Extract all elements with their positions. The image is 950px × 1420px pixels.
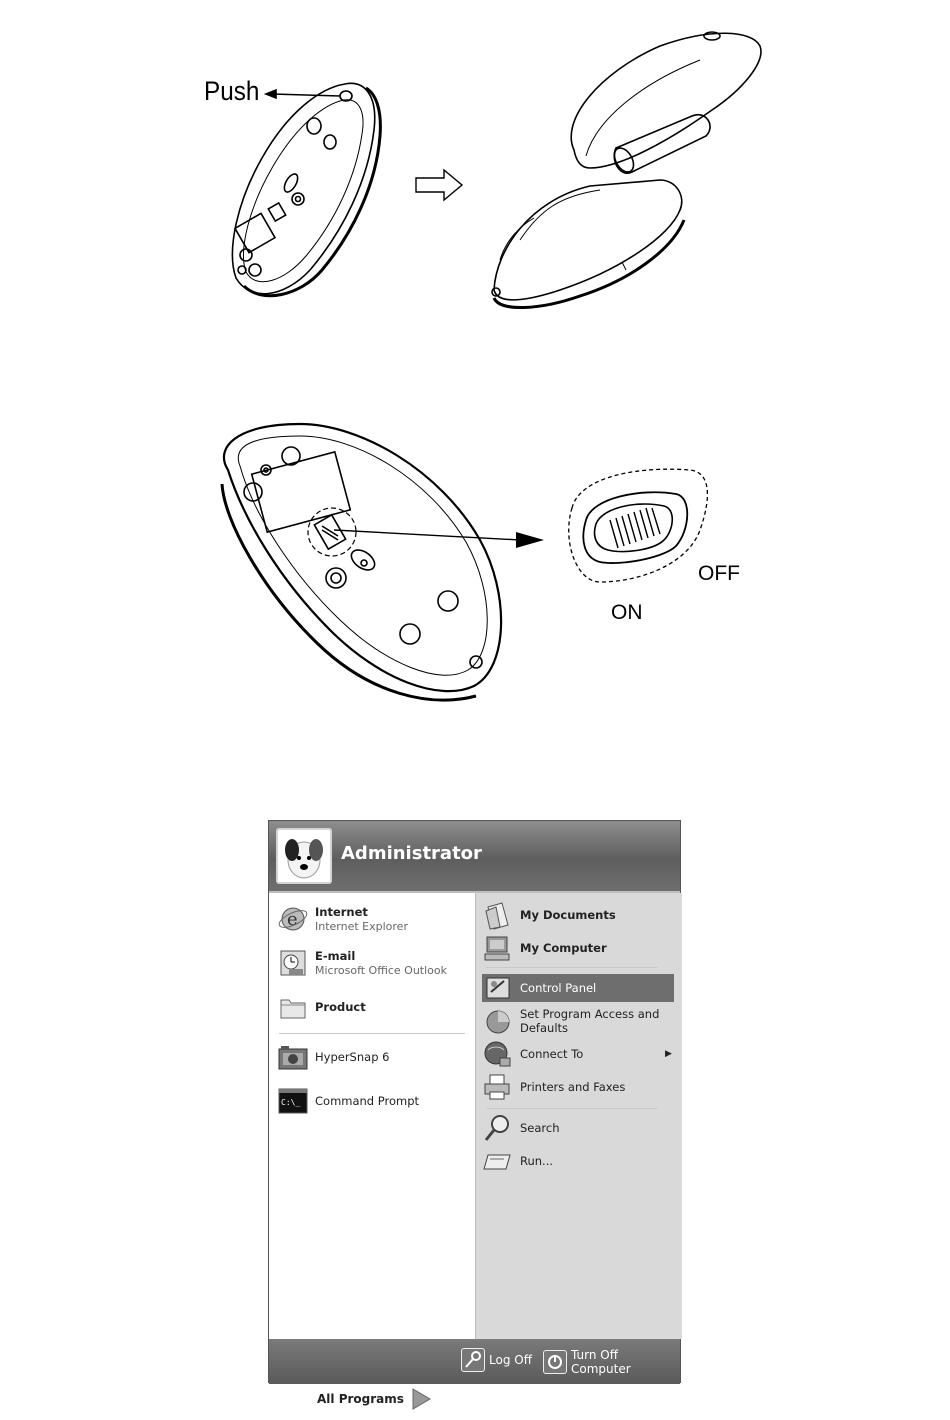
turn-off-label: Turn Off Computer	[571, 1348, 631, 1376]
outlook-icon	[277, 947, 309, 979]
control-panel-icon	[482, 972, 514, 1004]
pinned-programs-pane	[269, 893, 475, 1406]
svg-text:C:\_: C:\_	[281, 1098, 301, 1107]
all-programs-button[interactable]	[317, 1387, 432, 1411]
menu-item-search[interactable]	[482, 1112, 560, 1144]
my-computer-icon	[482, 932, 514, 964]
printer-icon	[482, 1071, 514, 1103]
power-icon	[543, 1350, 567, 1374]
on-label: ON	[611, 601, 643, 624]
menu-item-printers[interactable]	[482, 1071, 625, 1103]
menu-item-label: Control Panel	[520, 981, 597, 995]
log-off-button[interactable]	[461, 1348, 532, 1372]
command-prompt-icon	[277, 1085, 309, 1117]
menu-item-run[interactable]	[482, 1145, 553, 1177]
menu-item-title: E-mail	[315, 948, 356, 963]
menu-item-title: Internet	[315, 904, 368, 919]
menu-item-email[interactable]	[277, 947, 447, 979]
search-icon	[482, 1112, 514, 1144]
menu-item-title: Command Prompt	[315, 1094, 420, 1108]
menu-item-internet[interactable]	[277, 903, 408, 935]
program-access-icon	[482, 1005, 514, 1037]
menu-item-label: Search	[520, 1121, 560, 1135]
menu-item-label: Set Program Access and Defaults	[520, 1007, 660, 1035]
log-off-label: Log Off	[489, 1353, 532, 1367]
push-label: Push	[204, 76, 260, 106]
menu-item-command-prompt[interactable]	[277, 1085, 419, 1117]
separator	[486, 967, 658, 968]
menu-item-program-access[interactable]	[482, 1005, 670, 1037]
menu-item-label: Printers and Faxes	[520, 1080, 626, 1094]
internet-explorer-icon	[277, 903, 309, 935]
arrow-right-icon	[410, 1387, 432, 1411]
svg-text:e: e	[287, 909, 298, 930]
off-label: OFF	[698, 562, 740, 585]
separator	[279, 1033, 465, 1034]
menu-item-label: Connect To	[520, 1047, 584, 1061]
menu-item-subtitle: Internet Explorer	[315, 919, 408, 933]
system-places-pane	[475, 893, 682, 1339]
connect-to-icon	[482, 1038, 514, 1070]
menu-item-subtitle: Microsoft Office Outlook	[315, 963, 447, 977]
key-icon	[461, 1348, 485, 1372]
mouse-cover-drawing	[492, 32, 761, 308]
turn-off-button[interactable]	[543, 1348, 680, 1376]
menu-item-title: Product	[315, 1000, 366, 1014]
start-menu	[268, 820, 681, 1406]
menu-item-product[interactable]	[277, 991, 366, 1023]
menu-item-connect-to[interactable]	[482, 1038, 583, 1070]
user-avatar[interactable]	[276, 828, 332, 884]
menu-item-label: Run...	[520, 1154, 554, 1168]
run-icon	[482, 1145, 514, 1177]
menu-item-my-computer[interactable]	[482, 932, 607, 964]
menu-item-my-documents[interactable]	[482, 899, 616, 931]
my-documents-icon	[482, 899, 514, 931]
all-programs-label: All Programs	[317, 1392, 404, 1406]
user-name: Administrator	[341, 843, 482, 864]
start-menu-header	[269, 821, 680, 893]
menu-item-hypersnap[interactable]	[277, 1041, 389, 1073]
menu-item-label: My Documents	[520, 908, 616, 922]
hypersnap-icon	[277, 1041, 309, 1073]
menu-item-control-panel[interactable]	[482, 972, 596, 1004]
menu-item-title: HyperSnap 6	[315, 1050, 390, 1064]
separator	[486, 1108, 658, 1109]
submenu-arrow-icon: ▶	[665, 1048, 672, 1058]
mouse-switch-drawing	[222, 424, 707, 700]
menu-item-label: My Computer	[520, 941, 607, 955]
folder-icon	[277, 991, 309, 1023]
mouse-underside-drawing	[232, 83, 380, 295]
